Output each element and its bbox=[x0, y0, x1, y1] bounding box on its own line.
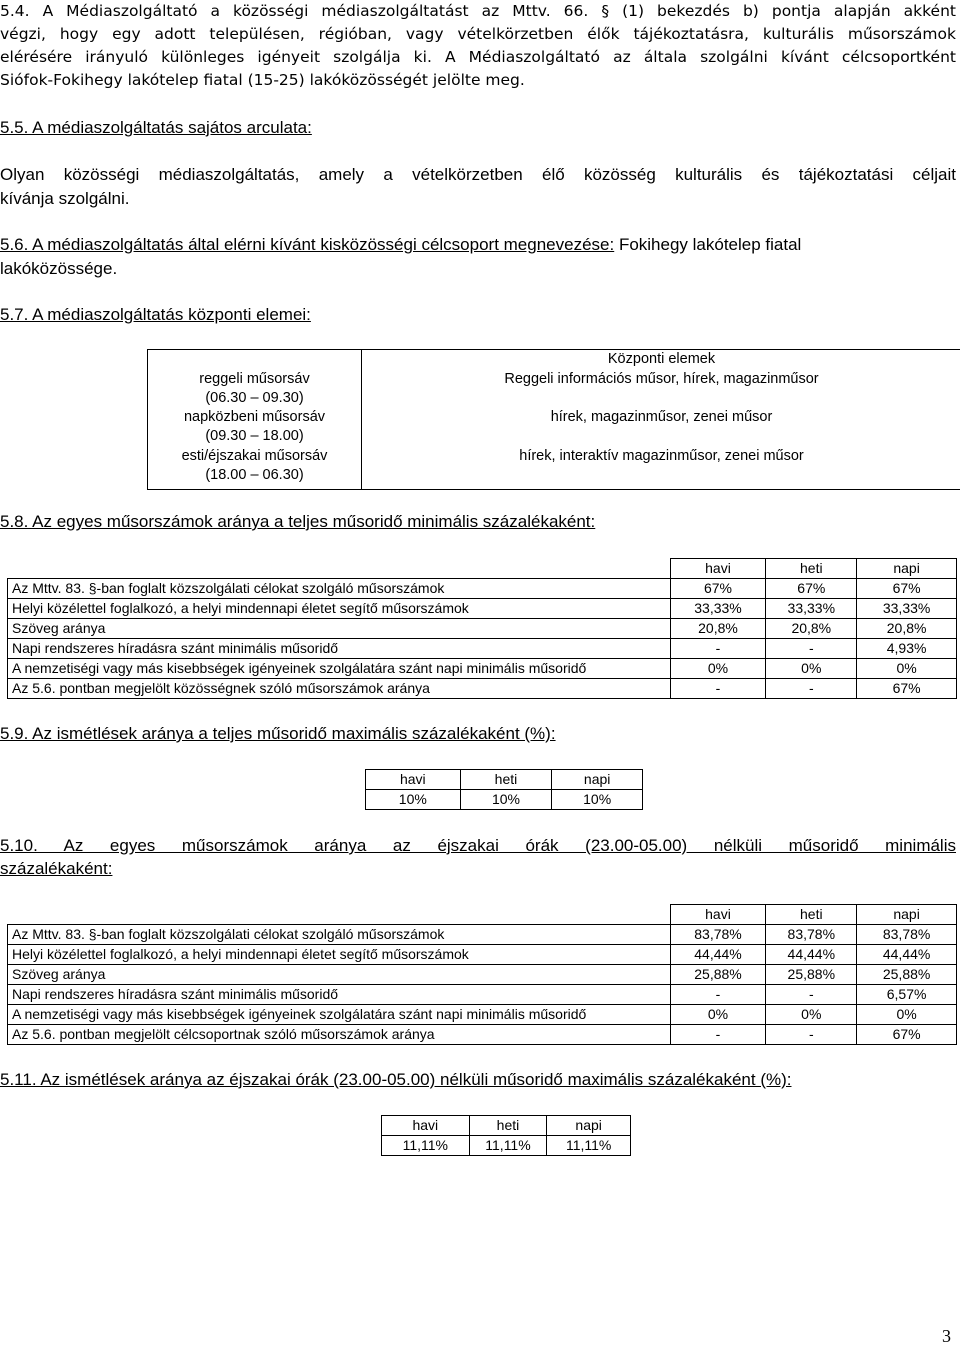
cell-value: 10% bbox=[460, 790, 552, 810]
cell-value: 44,44% bbox=[857, 945, 957, 965]
row-label: Szöveg aránya bbox=[8, 965, 671, 985]
section-5-4-line-4: Siófok-Fokihegy lakótelep fiatal (15-25) lakóközösségét jelölte meg. bbox=[0, 71, 525, 89]
empty-header-cell bbox=[8, 905, 671, 925]
cell-value: 11,11% bbox=[382, 1136, 470, 1156]
section-5-10-heading-line-1: 5.10. Az egyes műsorszámok aránya az éjszakai órák (23.00-05.00) nélküli műsoridő minimális bbox=[0, 836, 956, 855]
cell-value: 0% bbox=[670, 1005, 766, 1025]
column-header: napi bbox=[547, 1116, 631, 1136]
slot-elements: hírek, interaktív magazinműsor, zenei műsor bbox=[519, 448, 804, 464]
cell-value: - bbox=[766, 679, 857, 699]
central-elements-column bbox=[362, 350, 960, 489]
column-header: heti bbox=[469, 1116, 547, 1136]
slot-time: (18.00 – 06.30) bbox=[205, 467, 304, 483]
cell-value: - bbox=[670, 1025, 766, 1045]
cell-value: 83,78% bbox=[857, 925, 957, 945]
table-header-row bbox=[366, 770, 643, 790]
column-header: heti bbox=[766, 905, 857, 925]
section-5-6-line-1 bbox=[0, 233, 956, 257]
central-elements-table bbox=[147, 349, 960, 490]
column-header: napi bbox=[857, 559, 957, 579]
cell-value: 0% bbox=[766, 1005, 857, 1025]
central-elements-header: Központi elemek bbox=[607, 351, 716, 367]
section-5-10-heading-line-2: százalékaként: bbox=[0, 859, 113, 878]
slot-name: esti/éjszakai műsorsáv bbox=[181, 448, 328, 464]
section-5-4-line-2: végzi, hogy egy adott településen, régióban, vagy vételkörzetben élők tájékoztatásra, kulturális műsorszámok bbox=[0, 25, 956, 43]
table-row bbox=[8, 679, 957, 699]
slot-elements: hírek, magazinműsor, zenei műsor bbox=[550, 409, 773, 425]
min-share-no-night-table bbox=[7, 904, 957, 1045]
cell-value: 0% bbox=[857, 659, 957, 679]
cell-value: - bbox=[766, 1025, 857, 1045]
section-5-6-heading: 5.6. A médiaszolgáltatás által elérni kívánt kisközösségi célcsoport megnevezése: bbox=[0, 235, 615, 254]
section-5-4-line-1: 5.4. A Médiaszolgáltató a közösségi médiaszolgáltatást az Mttv. 66. § (1) bekezdés b) pontja alapján akként bbox=[0, 2, 956, 20]
table-row bbox=[8, 579, 957, 599]
section-5-6-text: Fokihegy lakótelep fiatal bbox=[614, 235, 802, 254]
table-header-row bbox=[8, 559, 957, 579]
cell-value: 10% bbox=[366, 790, 461, 810]
table-row bbox=[8, 619, 957, 639]
row-label: A nemzetiségi vagy más kisebbségek igényeinek szolgálatára szánt napi minimális műsoridő bbox=[8, 659, 671, 679]
table-row bbox=[8, 925, 957, 945]
section-5-7-heading: 5.7. A médiaszolgáltatás központi elemei: bbox=[0, 305, 311, 324]
cell-value: 67% bbox=[766, 579, 857, 599]
cell-value: 67% bbox=[670, 579, 766, 599]
table-row bbox=[8, 639, 957, 659]
cell-value: 0% bbox=[766, 659, 857, 679]
cell-value: 6,57% bbox=[857, 985, 957, 1005]
slot-name: napközbeni műsorsáv bbox=[183, 409, 326, 425]
cell-value: - bbox=[670, 639, 766, 659]
section-5-11-heading: 5.11. Az ismétlések aránya az éjszakai órák (23.00-05.00) nélküli műsoridő maximális százalékaként (%): bbox=[0, 1070, 792, 1089]
cell-value: - bbox=[670, 985, 766, 1005]
column-header: havi bbox=[670, 905, 766, 925]
empty-header-cell bbox=[8, 559, 671, 579]
row-label: Az 5.6. pontban megjelölt közösségnek szóló műsorszámok aránya bbox=[8, 679, 671, 699]
row-label: Szöveg aránya bbox=[8, 619, 671, 639]
section-5-5-heading: 5.5. A médiaszolgáltatás sajátos arculata: bbox=[0, 118, 312, 137]
cell-value: 83,78% bbox=[766, 925, 857, 945]
slot-time: (06.30 – 09.30) bbox=[205, 390, 304, 406]
slot-time: (09.30 – 18.00) bbox=[205, 428, 304, 444]
table-header-row bbox=[8, 905, 957, 925]
row-label: Az Mttv. 83. §-ban foglalt közszolgálati célokat szolgáló műsorszámok bbox=[8, 925, 671, 945]
table-header-row bbox=[382, 1116, 631, 1136]
table-row bbox=[8, 599, 957, 619]
cell-value: - bbox=[670, 679, 766, 699]
cell-value: 44,44% bbox=[766, 945, 857, 965]
table-row bbox=[8, 1025, 957, 1045]
cell-value: 20,8% bbox=[670, 619, 766, 639]
cell-value: 33,33% bbox=[670, 599, 766, 619]
table-row bbox=[8, 965, 957, 985]
cell-value: 33,33% bbox=[766, 599, 857, 619]
column-header: havi bbox=[670, 559, 766, 579]
program-slots-column bbox=[148, 350, 362, 489]
table-row bbox=[8, 659, 957, 679]
column-header: havi bbox=[382, 1116, 470, 1136]
cell-value: 25,88% bbox=[670, 965, 766, 985]
column-header: havi bbox=[366, 770, 461, 790]
cell-value: 67% bbox=[857, 1025, 957, 1045]
cell-value: 33,33% bbox=[857, 599, 957, 619]
cell-value: 44,44% bbox=[670, 945, 766, 965]
section-5-5-line-2: kívánja szolgálni. bbox=[0, 189, 130, 208]
cell-value: 25,88% bbox=[857, 965, 957, 985]
slot-elements: Reggeli információs műsor, hírek, magazinműsor bbox=[504, 371, 819, 387]
column-header: heti bbox=[766, 559, 857, 579]
row-label: Az 5.6. pontban megjelölt célcsoportnak szóló műsorszámok aránya bbox=[8, 1025, 671, 1045]
table-row bbox=[366, 790, 643, 810]
section-5-5-line-1: Olyan közösségi médiaszolgáltatás, amely a vételkörzetben élő közösség kulturális és tájékoztatási céljait bbox=[0, 165, 956, 184]
cell-value: 11,11% bbox=[547, 1136, 631, 1156]
row-label: Napi rendszeres híradásra szánt minimális műsoridő bbox=[8, 985, 671, 1005]
column-header: heti bbox=[460, 770, 552, 790]
cell-value: 83,78% bbox=[670, 925, 766, 945]
cell-value: 0% bbox=[670, 659, 766, 679]
section-5-6-line-2: lakóközössége. bbox=[0, 259, 118, 278]
section-5-9-heading: 5.9. Az ismétlések aránya a teljes műsoridő maximális százalékaként (%): bbox=[0, 724, 556, 743]
max-repeat-table bbox=[365, 769, 643, 810]
row-label: Az Mttv. 83. §-ban foglalt közszolgálati célokat szolgáló műsorszámok bbox=[8, 579, 671, 599]
max-repeat-no-night-table bbox=[381, 1115, 631, 1156]
section-5-8-heading: 5.8. Az egyes műsorszámok aránya a teljes műsoridő minimális százalékaként: bbox=[0, 512, 596, 531]
page-number: 3 bbox=[942, 1326, 951, 1346]
cell-value: - bbox=[766, 985, 857, 1005]
column-header: napi bbox=[857, 905, 957, 925]
table-row bbox=[382, 1136, 631, 1156]
cell-value: 25,88% bbox=[766, 965, 857, 985]
cell-value: 20,8% bbox=[857, 619, 957, 639]
cell-value: 67% bbox=[857, 579, 957, 599]
cell-value: 0% bbox=[857, 1005, 957, 1025]
section-5-4-line-3: elérésére irányuló különleges igényeit szolgálja ki. A Médiaszolgáltató az általa szolgálni kívánt célcsoportként bbox=[0, 48, 956, 66]
row-label: Helyi közélettel foglalkozó, a helyi mindennapi életet segítő műsorszámok bbox=[8, 945, 671, 965]
table-row bbox=[8, 945, 957, 965]
cell-value: 4,93% bbox=[857, 639, 957, 659]
row-label: Napi rendszeres híradásra szánt minimális műsoridő bbox=[8, 639, 671, 659]
cell-value: 11,11% bbox=[469, 1136, 547, 1156]
column-header: napi bbox=[552, 770, 643, 790]
table-row bbox=[8, 985, 957, 1005]
min-share-table bbox=[7, 558, 957, 699]
row-label: A nemzetiségi vagy más kisebbségek igényeinek szolgálatára szánt napi minimális műsoridő bbox=[8, 1005, 671, 1025]
cell-value: 10% bbox=[552, 790, 643, 810]
cell-value: 20,8% bbox=[766, 619, 857, 639]
table-row bbox=[8, 1005, 957, 1025]
cell-value: - bbox=[766, 639, 857, 659]
cell-value: 67% bbox=[857, 679, 957, 699]
row-label: Helyi közélettel foglalkozó, a helyi mindennapi életet segítő műsorszámok bbox=[8, 599, 671, 619]
slot-name: reggeli műsorsáv bbox=[199, 371, 310, 387]
